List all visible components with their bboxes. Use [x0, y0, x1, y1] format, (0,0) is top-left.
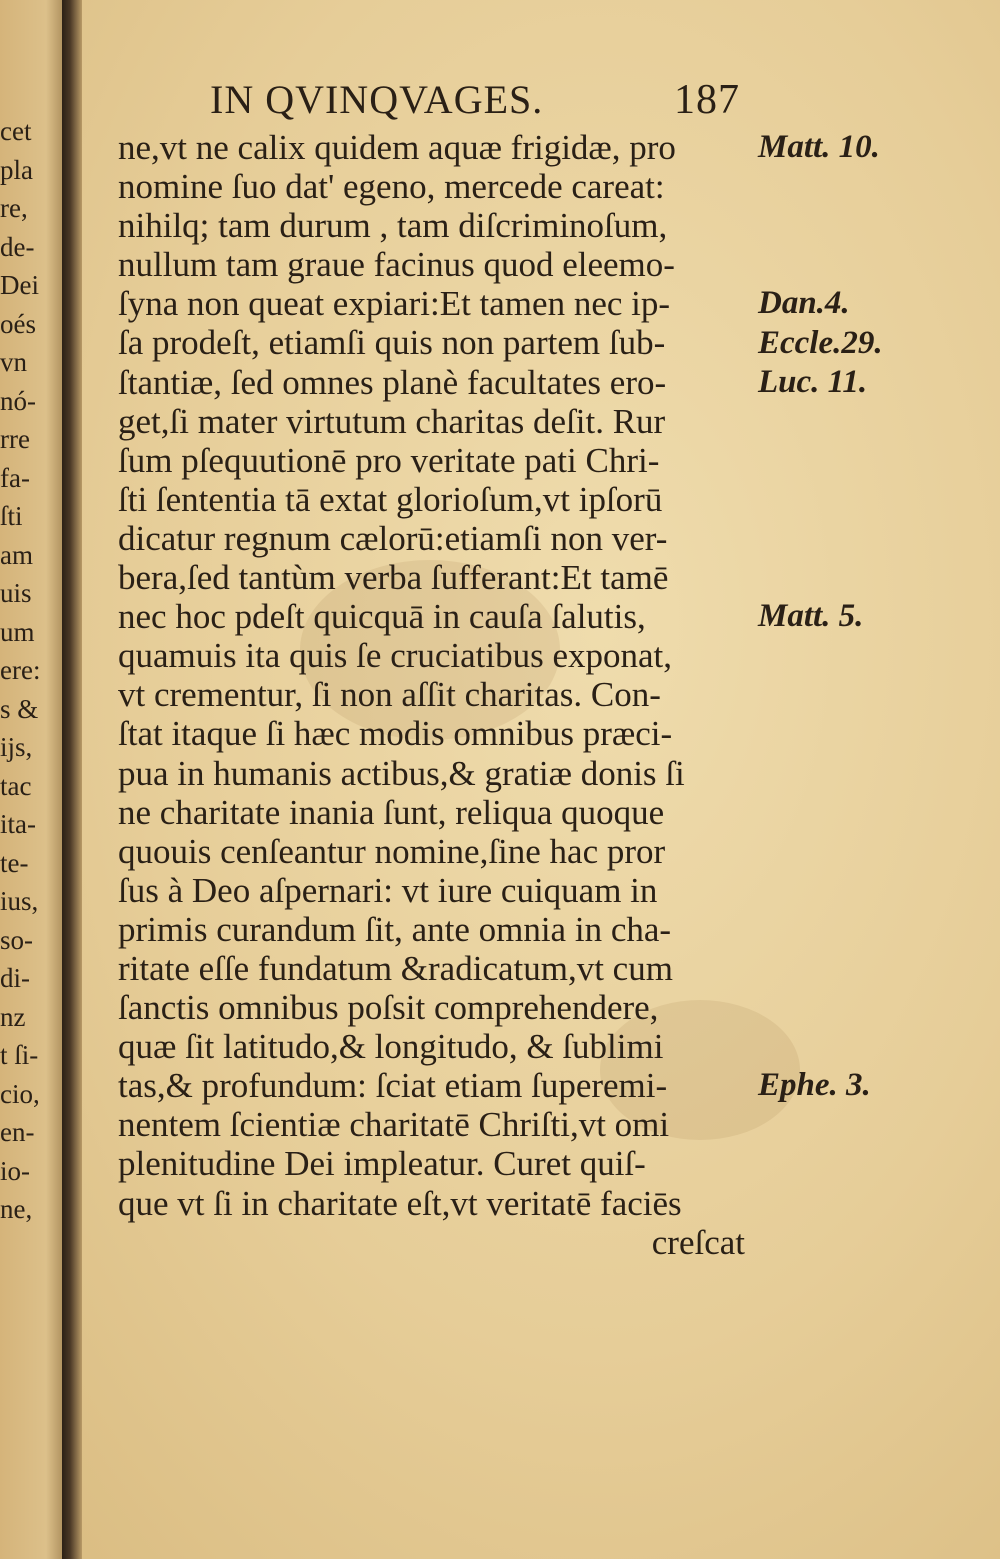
text-line: quæ ſit latitudo,& longitudo, & ſublimi	[118, 1027, 664, 1067]
facing-page-fragment: ita-	[0, 809, 36, 839]
text-line: ſti ſententia tā extat glorioſum,vt ipſorū	[118, 479, 663, 519]
facing-page-fragment: ere:	[0, 655, 41, 685]
facing-page-fragment: uis	[0, 578, 32, 608]
margin-note: Ephe. 3.	[758, 1067, 871, 1104]
facing-page-fragment: um	[0, 616, 35, 647]
facing-page-fragments	[0, 112, 60, 1229]
facing-page-fragment: cet	[0, 116, 32, 146]
text-line: dicatur regnum cælorū:etiamſi non ver-	[118, 518, 668, 558]
facing-page-edge	[0, 0, 66, 1559]
facing-page-fragment: vn	[0, 347, 27, 377]
running-head: IN QVINQVAGES.	[210, 77, 544, 122]
facing-page-fragment: am	[0, 539, 33, 570]
text-line: ſtat itaque ſi hæc modis omnibus præci-	[118, 714, 673, 754]
text-line: nentem ſcientiæ charitatē Chriſti,vt omi	[118, 1105, 670, 1145]
facing-page-fragment: ijs,	[0, 732, 33, 762]
margin-note: Eccle.29.	[758, 324, 883, 361]
facing-page-fragment: t ſi-	[0, 1040, 39, 1070]
text-line: ne,vt ne calix quidem aquæ frigidæ, pro	[118, 128, 676, 167]
facing-page-fragment: di-	[0, 963, 30, 993]
text-line: ſanctis omnibus poſsit comprehendere,	[118, 988, 659, 1028]
facing-page-fragment: nz	[0, 1001, 26, 1032]
facing-page-fragment: pla	[0, 154, 33, 185]
text-line: ritate eſſe fundatum &radicatum,vt cum	[118, 948, 673, 988]
text-line: bera,ſed tantùm verba ſufferant:Et tamē	[118, 558, 669, 598]
facing-page-fragment: tac	[0, 770, 32, 801]
text-line: ſyna non queat expiari:Et tamen nec ip-	[118, 284, 671, 324]
facing-page-fragment: s &	[0, 693, 39, 724]
facing-page-fragment: ſti	[0, 501, 23, 531]
body-text	[118, 128, 753, 1262]
text-line: quamuis ita quis ſe cruciatibus exponat,	[118, 636, 673, 676]
facing-page-fragment: Dei	[0, 270, 39, 300]
facing-page-fragment: re,	[0, 193, 28, 223]
text-line: nec hoc pdeſt quicquā in cauſa ſalutis,	[118, 597, 646, 637]
facing-page-fragment: fa-	[0, 462, 30, 493]
facing-page-fragment: io-	[0, 1155, 30, 1186]
facing-page-fragment: cio,	[0, 1078, 40, 1109]
margin-note: Matt. 10.	[758, 129, 880, 165]
text-line: ſus à Deo aſpernari: vt iure cuiquam in	[118, 870, 658, 910]
margin-note: Dan.4.	[758, 285, 850, 322]
page-number: 187	[674, 77, 740, 123]
facing-page-fragment: so-	[0, 924, 33, 955]
text-line: vt crementur, ſi non aſſit charitas. Con-	[118, 675, 661, 715]
margin-note: Luc. 11.	[758, 363, 868, 400]
text-line: que vt ſi in charitate eſt,vt veritatē faciēs	[118, 1183, 682, 1223]
text-line: quouis cenſeantur nomine,ſine hac pror	[118, 831, 666, 871]
text-line: ſa prodeſt, etiamſi quis non partem ſub-	[118, 323, 666, 363]
text-line: pua in humanis actibus,& gratiæ donis ſi	[118, 753, 685, 793]
text-line: nomine ſuo dat' egeno, mercede careat:	[118, 167, 665, 207]
catchword: creſcat	[651, 1222, 745, 1262]
facing-page-fragment: en-	[0, 1117, 35, 1147]
text-line: ſum pſequutionē pro veritate pati Chri-	[118, 440, 660, 480]
text-line: nihilq; tam durum , tam diſcriminoſum,	[118, 206, 668, 246]
facing-page-fragment: oés	[0, 308, 36, 339]
margin-note: Matt. 5.	[758, 598, 864, 635]
text-line: plenitudine Dei impleatur. Curet quiſ-	[118, 1144, 646, 1184]
facing-page-fragment: te-	[0, 847, 29, 878]
text-line: ne charitate inania ſunt, reliqua quoque	[118, 792, 665, 832]
page-header	[210, 72, 770, 128]
text-line: ſtantiæ, ſed omnes planè facultates ero-	[118, 362, 667, 402]
book-gutter	[62, 0, 82, 1559]
facing-page-fragment: de-	[0, 231, 35, 262]
facing-page-fragment: nó-	[0, 385, 36, 416]
facing-page-fragment: ne,	[0, 1194, 33, 1224]
text-line: tas,& profundum: ſciat etiam ſuperemi-	[118, 1066, 668, 1106]
text-line: get,ſi mater virtutum charitas deſit. Rur	[118, 401, 666, 441]
text-line: nullum tam graue facinus quod eleemo-	[118, 245, 675, 285]
text-line: primis curandum ſit, ante omnia in cha-	[118, 909, 672, 949]
facing-page-fragment: ius,	[0, 886, 39, 916]
facing-page-fragment: rre	[0, 424, 30, 454]
